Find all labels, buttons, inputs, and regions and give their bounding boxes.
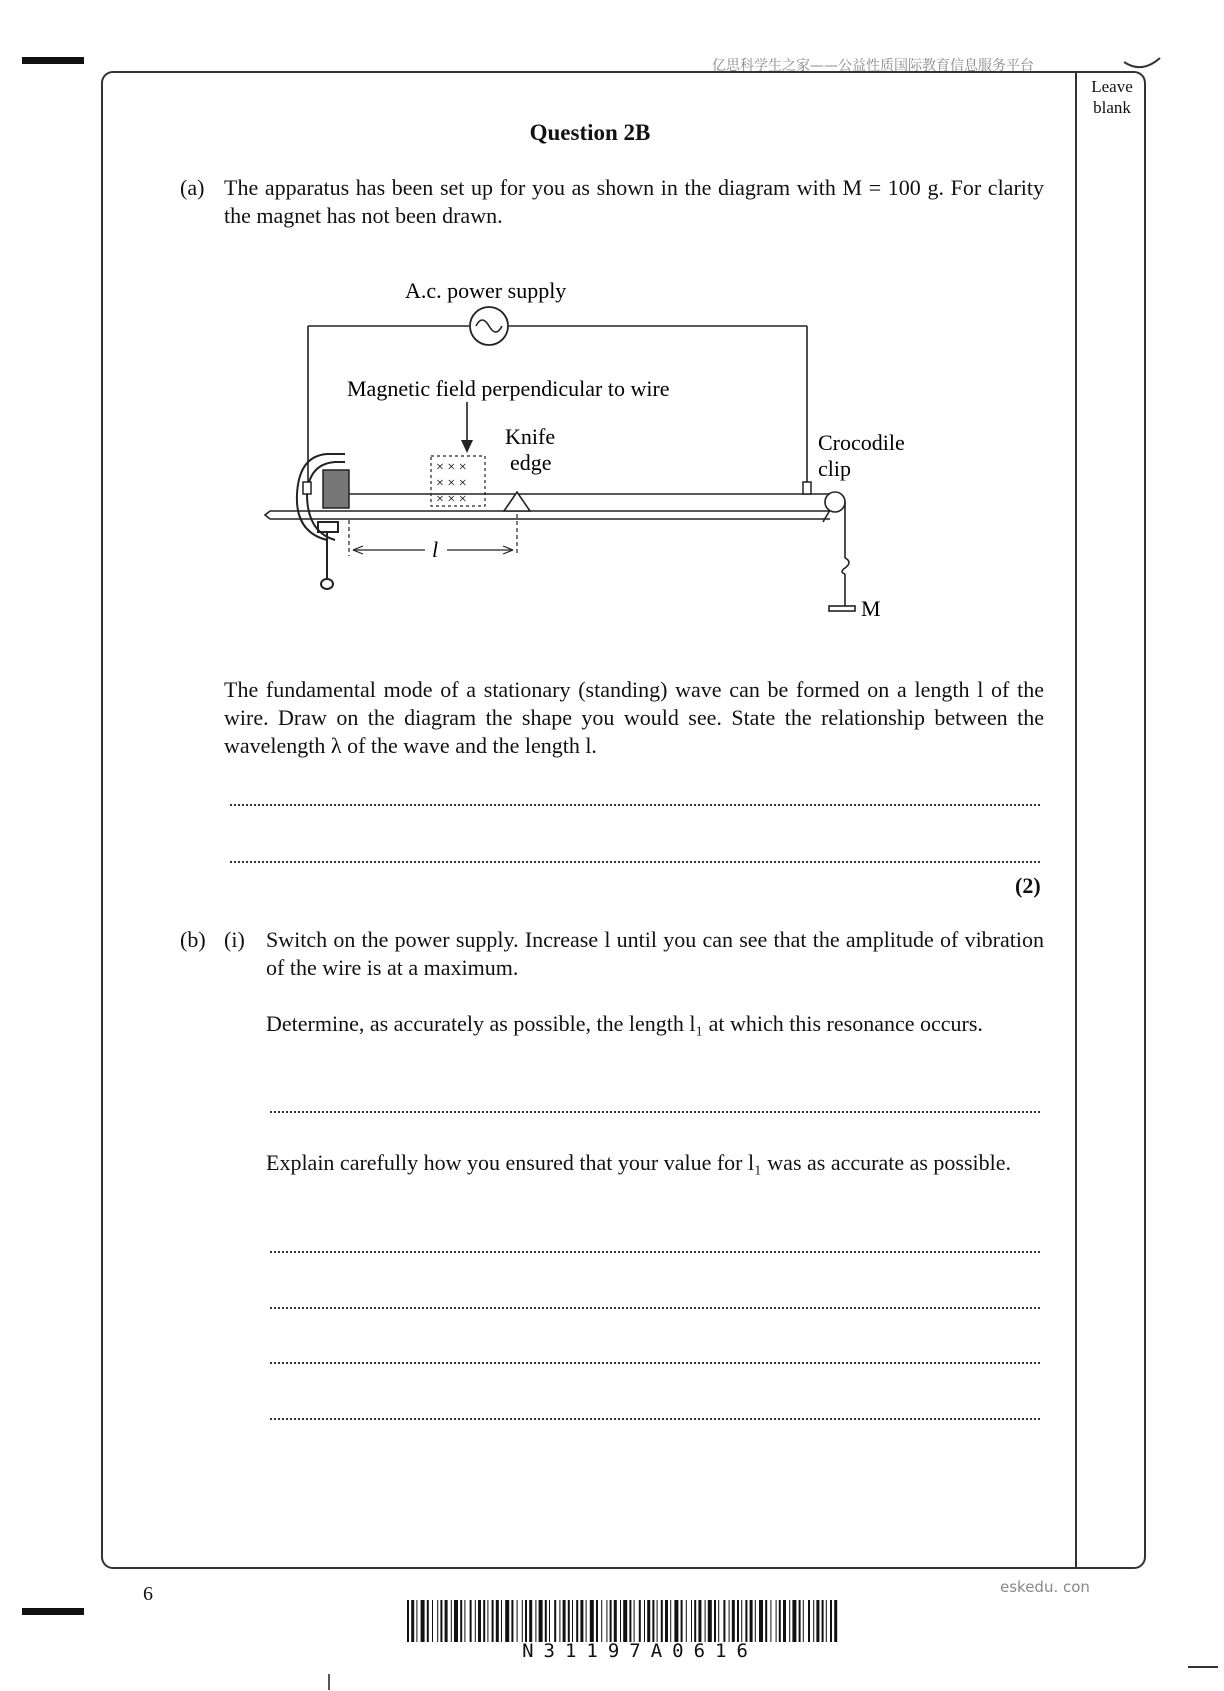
barcode-bar: [492, 1600, 494, 1642]
barcode-bar: [501, 1600, 502, 1642]
barcode-bar: [590, 1600, 594, 1642]
barcode-bar: [620, 1600, 621, 1642]
apparatus-diagram: [255, 270, 935, 630]
barcode-bar: [792, 1600, 796, 1642]
barcode-bar: [691, 1600, 692, 1642]
barcode-bar: [601, 1600, 602, 1642]
barcode-bar: [535, 1600, 536, 1642]
barcode-bar: [407, 1600, 409, 1642]
barcode-bar: [698, 1600, 701, 1642]
barcode-bar: [808, 1600, 810, 1642]
wire-anchor-block: [323, 470, 349, 508]
barcode-bar: [741, 1600, 742, 1642]
blank-word: blank: [1093, 98, 1131, 117]
barcode-bar: [464, 1600, 465, 1642]
leave-blank-label: [1082, 76, 1142, 118]
knife-edge-label-line1: Knife: [505, 424, 556, 449]
barcode-bar: [545, 1600, 547, 1642]
barcode-bar: [629, 1600, 631, 1642]
barcode-bar: [674, 1600, 678, 1642]
barcode-bar: [686, 1600, 687, 1642]
barcode-bar: [822, 1600, 824, 1642]
barcode-bar: [563, 1600, 566, 1642]
barcode-bar: [803, 1600, 804, 1642]
footer-site: eskedu. con: [1000, 1578, 1090, 1596]
barcode-bar: [451, 1600, 452, 1642]
barcode-bar: [454, 1600, 458, 1642]
barcode-bar: [559, 1600, 560, 1642]
barcode-bar: [723, 1600, 725, 1642]
barcode: [405, 1600, 840, 1642]
barcode-bar: [745, 1600, 747, 1642]
barcode-bar: [799, 1600, 801, 1642]
answer-line-b1[interactable]: [270, 1111, 1040, 1113]
part-a-task: The fundamental mode of a stationary (standing) wave can be formed on a length l of the wire. Draw on the diagram the shape you would see. State the relationship between the wavelength λ of the wave and the length l.: [224, 677, 1044, 758]
barcode-bar: [568, 1600, 570, 1642]
crocodile-clip-label-line2: clip: [818, 456, 851, 481]
barcode-bar: [830, 1600, 832, 1642]
barcode-bar: [705, 1600, 706, 1642]
barcode-number: N31197A0616: [522, 1640, 758, 1662]
barcode-bar: [606, 1600, 607, 1642]
crocodile-clip-icon: [803, 482, 811, 494]
part-b-instruction: Switch on the power supply. Increase l until you can see that the amplitude of vibration of the wire is at a maximum.: [266, 927, 1044, 980]
barcode-bar: [714, 1600, 716, 1642]
part-b-sub-label: (i): [224, 927, 245, 952]
barcode-bar: [661, 1600, 663, 1642]
barcode-bar: [517, 1600, 518, 1642]
part-b-explain: Explain carefully how you ensured that your value for l₁ was as accurate as possible.: [266, 1150, 1012, 1175]
barcode-bar: [478, 1600, 481, 1642]
barcode-bar: [729, 1600, 730, 1642]
power-supply-label: A.c. power supply: [405, 278, 567, 303]
barcode-bar: [483, 1600, 485, 1642]
leave-word: Leave: [1091, 77, 1133, 96]
field-arrow: [461, 402, 473, 453]
barcode-bar: [505, 1600, 509, 1642]
barcode-bar: [580, 1600, 583, 1642]
ac-supply-icon: [470, 307, 508, 345]
barcode-bar: [487, 1600, 488, 1642]
corner-tick: [1188, 1666, 1218, 1668]
barcode-bar: [737, 1600, 739, 1642]
barcode-bar: [755, 1600, 756, 1642]
barcode-bar: [421, 1600, 425, 1642]
barcode-bar: [783, 1600, 786, 1642]
barcode-bar: [572, 1600, 573, 1642]
part-a-intro: The apparatus has been set up for you as shown in the diagram with M = 100 g. For clarity the magnet has not been drawn.: [224, 175, 1044, 228]
barcode-bar: [475, 1600, 476, 1642]
barcode-bar: [529, 1600, 532, 1642]
registration-mark-top: [22, 57, 84, 64]
answer-line-b3[interactable]: [270, 1307, 1040, 1309]
length-label: l: [432, 537, 439, 562]
barcode-bar: [665, 1600, 668, 1642]
barcode-bar: [681, 1600, 683, 1642]
barcode-bar: [496, 1600, 499, 1642]
barcode-bar: [813, 1600, 814, 1642]
barcode-bar: [765, 1600, 767, 1642]
barcode-bar: [634, 1600, 635, 1642]
page-number: 6: [143, 1583, 153, 1605]
field-cross-row-3: × × ×: [436, 492, 467, 507]
bottom-tick: [328, 1674, 330, 1690]
registration-mark-bottom: [22, 1608, 84, 1615]
barcode-bar: [411, 1600, 414, 1642]
barcode-bar: [596, 1600, 598, 1642]
barcode-bar: [694, 1600, 696, 1642]
barcode-bar: [834, 1600, 837, 1642]
answer-line-a1[interactable]: [230, 804, 1040, 806]
mass-label: M: [861, 596, 881, 621]
barcode-bar: [657, 1600, 658, 1642]
barcode-bar: [718, 1600, 719, 1642]
barcode-bar: [652, 1600, 654, 1642]
barcode-bar: [644, 1600, 645, 1642]
barcode-bar: [416, 1600, 417, 1642]
magnetic-field-label: Magnetic field perpendicular to wire: [347, 376, 670, 401]
barcode-bar: [639, 1600, 641, 1642]
hanging-mass: [829, 502, 855, 611]
barcode-bar: [470, 1600, 472, 1642]
pulley-icon: [823, 492, 845, 522]
barcode-bar: [776, 1600, 777, 1642]
part-a-marks: (2): [1015, 873, 1041, 898]
knife-edge-label-line2: edge: [510, 450, 552, 475]
barcode-bar: [610, 1600, 612, 1642]
circuit-wire: [308, 326, 807, 488]
barcode-bar: [770, 1600, 771, 1642]
barcode-bar: [779, 1600, 781, 1642]
answer-line-b2[interactable]: [270, 1251, 1040, 1253]
barcode-bar: [511, 1600, 513, 1642]
knife-edge-icon: [504, 492, 530, 511]
barcode-bar: [437, 1600, 438, 1642]
magnetic-field-region: [431, 456, 485, 507]
barcode-bar: [539, 1600, 543, 1642]
bench-board: [265, 511, 830, 519]
margin-divider: [1075, 71, 1077, 1569]
barcode-bar: [750, 1600, 753, 1642]
barcode-bar: [647, 1600, 650, 1642]
barcode-bar: [826, 1600, 827, 1642]
barcode-bar: [549, 1600, 550, 1642]
barcode-bar: [614, 1600, 617, 1642]
barcode-bar: [525, 1600, 527, 1642]
barcode-bar: [759, 1600, 763, 1642]
question-title: Question 2B: [529, 120, 651, 145]
watermark-text: 亿思科学生之家——公益性质国际教育信息服务平台: [712, 58, 1034, 74]
barcode-bar: [586, 1600, 587, 1642]
part-b-label: (b): [180, 927, 206, 952]
barcode-bar: [554, 1600, 556, 1642]
barcode-bar: [576, 1600, 578, 1642]
barcode-bar: [789, 1600, 790, 1642]
answer-line-b4[interactable]: [270, 1362, 1040, 1364]
barcode-bar: [432, 1600, 433, 1642]
barcode-bar: [445, 1600, 448, 1642]
barcode-bar: [732, 1600, 735, 1642]
barcode-bar: [427, 1600, 429, 1642]
crocodile-clip-label-line1: Crocodile: [818, 430, 905, 455]
barcode-bar: [440, 1600, 442, 1642]
part-b-determine: Determine, as accurately as possible, the length l₁ at which this resonance occurs.: [266, 1011, 983, 1036]
wire-terminal-left: [303, 482, 311, 494]
answer-line-a2[interactable]: [230, 861, 1040, 863]
barcode-bar: [670, 1600, 671, 1642]
barcode-bar: [522, 1600, 523, 1642]
barcode-bar: [816, 1600, 819, 1642]
field-cross-row-2: × × ×: [436, 476, 467, 491]
part-a-label: (a): [180, 175, 205, 200]
barcode-bar: [708, 1600, 712, 1642]
barcode-bar: [460, 1600, 462, 1642]
answer-line-b5[interactable]: [270, 1418, 1040, 1420]
barcode-bar: [623, 1600, 627, 1642]
field-cross-row-1: × × ×: [436, 460, 467, 475]
